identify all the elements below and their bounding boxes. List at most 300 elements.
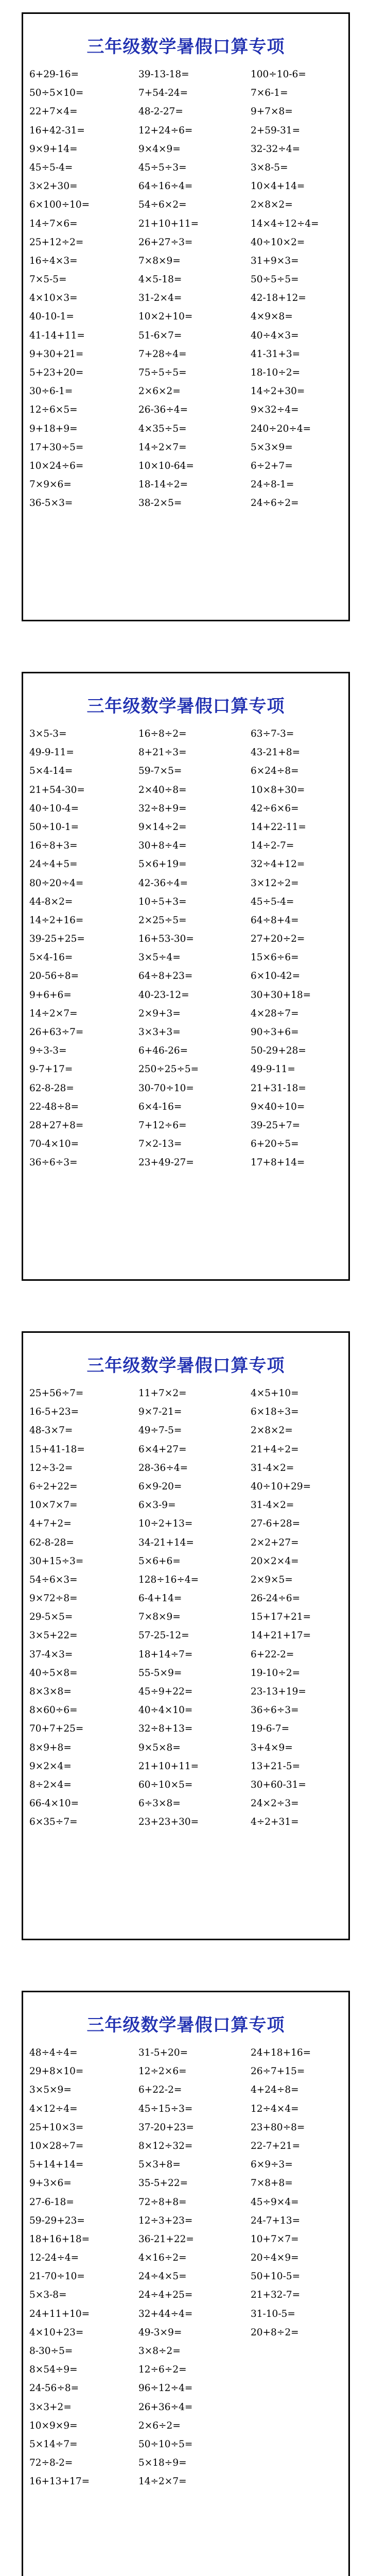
arithmetic-problem: 5×18÷9= [138,2458,187,2469]
arithmetic-problem: 12÷3+23= [138,2215,193,2226]
arithmetic-problem [251,2379,346,2398]
arithmetic-problem: 3×8-5= [251,162,288,173]
arithmetic-problem: 3×2+30= [29,181,78,192]
arithmetic-problem: 3×3+2= [29,2401,72,2413]
arithmetic-problem: 21+10+11= [138,1760,199,1772]
arithmetic-problem: 7+28÷4= [138,348,187,360]
arithmetic-problem: 42-36÷4= [138,877,188,889]
arithmetic-problem: 12÷6×5= [29,404,78,416]
arithmetic-problem: 2+59-31= [251,125,301,136]
arithmetic-problem: 14+21+17= [251,1630,311,1641]
arithmetic-problem: 27+20÷2= [251,934,305,945]
arithmetic-problem: 6×24÷8= [251,766,299,777]
arithmetic-problem: 4÷2+31= [251,1817,299,1828]
arithmetic-problem: 27-6-18= [29,2196,74,2208]
arithmetic-problem: 26-36÷4= [138,404,188,416]
arithmetic-problem: 9+3×6= [29,2178,72,2189]
worksheet-sheet [22,1331,350,1940]
arithmetic-problem: 6-4+14= [138,1593,182,1604]
arithmetic-problem: 23+49-27= [138,1157,194,1168]
arithmetic-problem: 4×10×3= [29,293,78,304]
arithmetic-problem: 16+53-30= [138,934,194,945]
arithmetic-problem: 8×54÷9= [29,2364,78,2376]
arithmetic-problem: 49-9-11= [251,1064,295,1075]
arithmetic-problem: 6+22-2= [138,2084,182,2096]
arithmetic-problem: 44-8×2= [29,896,73,907]
arithmetic-problem: 3×5+22= [29,1630,78,1641]
arithmetic-problem: 8-30÷5= [29,2346,73,2357]
arithmetic-problem: 12÷3-2= [29,1462,73,1473]
arithmetic-problem: 14÷2×7= [29,1008,78,1019]
arithmetic-problem: 9+6+6= [29,989,72,1001]
arithmetic-problem: 40-10-1= [29,311,74,323]
arithmetic-problem: 17+30÷5= [29,442,84,453]
arithmetic-problem: 30-70÷10= [138,1082,194,1094]
arithmetic-problem: 9×14÷2= [138,821,187,833]
arithmetic-problem: 40÷5×8= [29,1667,78,1679]
arithmetic-problem: 41-14+11= [29,330,85,341]
arithmetic-problem: 2×25÷5= [138,914,187,926]
arithmetic-problem: 50+10-5= [251,2271,301,2282]
arithmetic-problem [251,2435,346,2454]
arithmetic-problem: 26+63÷7= [29,1027,84,1038]
arithmetic-problem: 30+60-31= [251,1779,306,1790]
arithmetic-problem: 5×6+6= [138,1555,181,1567]
arithmetic-problem: 24÷4+5= [29,859,78,870]
arithmetic-problem: 39-25+7= [251,1120,301,1131]
arithmetic-problem: 31-4×2= [251,1500,294,1511]
arithmetic-problem: 7×8×9= [138,1612,181,1623]
worksheet-sheet [22,672,350,1281]
arithmetic-problem: 10÷2+13= [138,1518,193,1530]
arithmetic-problem: 45÷5÷3= [138,162,187,173]
arithmetic-problem: 45÷5-4= [29,162,73,173]
arithmetic-problem: 5×14÷7= [29,2438,78,2450]
arithmetic-problem: 18-10÷2= [251,367,301,378]
arithmetic-problem: 25+56÷7= [29,1388,84,1399]
arithmetic-problem: 16+13+17= [29,2476,90,2487]
arithmetic-problem: 7×6-1= [251,88,288,99]
arithmetic-problem: 7×8+8= [251,2178,293,2189]
arithmetic-problem: 19-10÷2= [251,1667,301,1679]
arithmetic-problem: 7×8×9= [138,255,181,266]
arithmetic-problem: 60÷10×5= [138,1779,193,1790]
arithmetic-problem: 4+24÷8= [251,2084,299,2096]
arithmetic-problem: 6×18÷3= [251,1406,299,1418]
arithmetic-problem: 10+7×7= [251,2233,299,2245]
worksheet-sheet [22,12,350,621]
arithmetic-problem: 9+7×8= [251,106,293,117]
arithmetic-problem: 15+17+21= [251,1612,311,1623]
arithmetic-problem: 6×9÷3= [251,2159,293,2171]
arithmetic-problem: 50÷10÷5= [138,2438,193,2450]
arithmetic-problem: 6×10-42= [251,971,301,982]
arithmetic-problem: 4×12÷4= [29,2103,78,2114]
arithmetic-problem: 51-6×7= [138,330,182,341]
arithmetic-problem: 6÷3×8= [138,1798,181,1809]
arithmetic-problem: 10×4+14= [251,181,305,192]
arithmetic-problem: 15×6÷6= [251,952,299,963]
arithmetic-problem: 50-29+28= [251,1045,306,1057]
arithmetic-problem: 21+32-7= [251,2290,301,2301]
arithmetic-problem: 62-8-28= [29,1082,74,1094]
arithmetic-problem: 49-9-11= [29,747,74,758]
arithmetic-problem: 6×35÷7= [29,1817,78,1828]
arithmetic-problem: 5×4-14= [29,766,73,777]
arithmetic-problem: 36÷6÷3= [29,1157,78,1168]
arithmetic-problem: 3×5-3= [29,728,67,739]
problem-grid [29,65,346,513]
problem-grid [29,1384,346,1832]
arithmetic-problem: 5×3-8= [29,2290,67,2301]
arithmetic-problem: 14÷2×7= [138,442,187,453]
arithmetic-problem: 20÷4×9= [251,2252,299,2264]
arithmetic-problem: 24-56÷8= [29,2383,79,2394]
arithmetic-problem: 3×12÷2= [251,877,299,889]
sheet-title: 三年级数学暑假口算专项 [86,2015,285,2036]
arithmetic-problem: 12-24÷4= [29,2252,79,2264]
arithmetic-problem: 36÷6÷3= [251,1705,299,1716]
arithmetic-problem: 31-2×4= [138,293,182,304]
arithmetic-problem: 49-3×9= [138,2327,182,2338]
arithmetic-problem: 45÷9×4= [251,2196,299,2208]
arithmetic-problem: 14÷2+30= [251,386,305,397]
arithmetic-problem: 45÷15÷3= [138,2103,193,2114]
arithmetic-problem: 21+4÷2= [251,1444,299,1455]
arithmetic-problem: 9×2×4= [29,1760,72,1772]
arithmetic-problem: 37-20+23= [138,2122,194,2133]
arithmetic-problem: 42-18+12= [251,293,306,304]
arithmetic-problem: 24÷4+25= [138,2290,193,2301]
arithmetic-problem: 26+36÷4= [138,2401,193,2413]
arithmetic-problem: 29+8×10= [29,2066,84,2077]
arithmetic-problem: 6+22-2= [251,1649,294,1660]
arithmetic-problem: 39-13-18= [138,69,189,80]
arithmetic-problem: 25+12÷2= [29,236,84,248]
arithmetic-problem: 100÷10-6= [251,69,306,80]
arithmetic-problem: 5×3+8= [138,2159,181,2171]
arithmetic-problem: 4×10+23= [29,2327,84,2338]
arithmetic-problem [251,2472,346,2491]
arithmetic-problem: 54÷6×2= [138,199,187,211]
arithmetic-problem: 26÷7+15= [251,2066,305,2077]
arithmetic-problem: 9×7-21= [138,1406,182,1418]
arithmetic-problem: 4×28÷7= [251,1008,299,1019]
arithmetic-problem: 9+30+21= [29,348,84,360]
arithmetic-problem: 31-5+20= [138,2047,188,2058]
arithmetic-problem: 5+14+14= [29,2159,84,2171]
arithmetic-problem: 49÷7-5= [138,1425,182,1436]
arithmetic-problem: 23-13+19= [251,1686,306,1697]
arithmetic-problem: 14+22-11= [251,821,306,833]
arithmetic-problem: 20×2×4= [251,1555,299,1567]
arithmetic-problem: 9×40÷10= [251,1101,305,1112]
arithmetic-problem [251,2454,346,2472]
arithmetic-problem: 22+7×4= [29,106,78,117]
arithmetic-problem: 18-14÷2= [138,479,188,490]
arithmetic-problem: 6+46-26= [138,1045,188,1057]
arithmetic-problem: 12÷6÷2= [138,2364,187,2376]
arithmetic-problem: 32÷4+12= [251,859,305,870]
arithmetic-problem: 7×9×6= [29,479,72,490]
arithmetic-problem: 5+23+20= [29,367,84,378]
arithmetic-problem: 7×2-13= [138,1139,182,1150]
arithmetic-problem: 59-29+23= [29,2215,85,2226]
arithmetic-problem: 6×100÷10= [29,199,90,211]
arithmetic-problem: 24×2÷3= [251,1798,299,1809]
arithmetic-problem: 8×12÷32= [138,2140,193,2151]
arithmetic-problem: 9×4×9= [138,143,181,155]
arithmetic-problem: 24-7+13= [251,2215,301,2226]
arithmetic-problem: 2×9×5= [251,1574,293,1585]
arithmetic-problem: 40÷10+29= [251,1481,311,1492]
arithmetic-problem: 75÷5÷5= [138,367,187,378]
arithmetic-problem: 21-70÷10= [29,2271,85,2282]
arithmetic-problem: 128÷16÷4= [138,1574,199,1585]
arithmetic-problem: 70+7+25= [29,1723,84,1735]
arithmetic-problem: 4×16÷2= [138,2252,187,2264]
arithmetic-problem: 250÷25÷5= [138,1064,199,1075]
arithmetic-problem: 14×4÷12÷4= [251,218,319,229]
arithmetic-problem: 23+80÷8= [251,2122,305,2133]
arithmetic-problem: 21+31-18= [251,1082,306,1094]
arithmetic-problem: 31-4×2= [251,1462,294,1473]
arithmetic-problem: 9×72÷8= [29,1593,78,1604]
arithmetic-problem: 2×2+27= [251,1537,299,1548]
arithmetic-problem: 36-21+22= [138,2233,194,2245]
arithmetic-problem: 50÷5÷5= [251,274,299,285]
arithmetic-problem: 10×24÷6= [29,460,84,471]
arithmetic-problem: 45÷5-4= [251,896,294,907]
arithmetic-problem: 4×5-18= [138,274,182,285]
arithmetic-problem: 14÷7×6= [29,218,78,229]
arithmetic-problem: 15+41-18= [29,1444,85,1455]
arithmetic-problem: 5×6+19= [138,859,187,870]
arithmetic-problem: 11+7×2= [138,1388,187,1399]
arithmetic-problem: 6×4+27= [138,1444,187,1455]
arithmetic-problem: 31+9×3= [251,255,299,266]
arithmetic-problem: 23+23+30= [138,1817,199,1828]
arithmetic-problem: 3×8÷2= [138,2346,181,2357]
arithmetic-problem: 2×8×2= [251,1425,293,1436]
arithmetic-problem: 59-7×5= [138,766,182,777]
arithmetic-problem: 3+4×9= [251,1742,293,1753]
arithmetic-problem: 6+29-16= [29,69,79,80]
arithmetic-problem: 32+44÷4= [138,2308,193,2319]
arithmetic-problem: 30+30+18= [251,989,311,1001]
arithmetic-problem: 19-6-7= [251,1723,290,1735]
arithmetic-problem: 6×3-9= [138,1500,176,1511]
arithmetic-problem: 39-25+25= [29,934,85,945]
arithmetic-problem: 10×7×7= [29,1500,78,1511]
arithmetic-problem: 72÷8-2= [29,2458,73,2469]
arithmetic-problem: 14÷2+16= [29,914,84,926]
arithmetic-problem: 25+10×3= [29,2122,84,2133]
arithmetic-problem: 6×4-16= [138,1101,182,1112]
arithmetic-problem: 64÷16÷4= [138,181,193,192]
sheet-title: 三年级数学暑假口算专项 [86,37,285,57]
arithmetic-problem: 64÷8+4= [251,914,299,926]
arithmetic-problem: 3×3+3= [138,1027,181,1038]
arithmetic-problem: 6÷2+22= [29,1481,78,1492]
arithmetic-problem: 35-5+22= [138,2178,188,2189]
arithmetic-problem: 48÷4÷4= [29,2047,78,2058]
worksheet-sheet [22,1991,350,2576]
arithmetic-problem: 9-7+17= [29,1064,73,1075]
arithmetic-problem: 240÷20÷4= [251,423,311,434]
arithmetic-problem: 26-24÷6= [251,1593,301,1604]
arithmetic-problem: 5×4-16= [29,952,73,963]
arithmetic-problem: 10×10-64= [138,460,194,471]
arithmetic-problem: 6÷2+7= [251,460,293,471]
arithmetic-problem: 2×8×2= [251,199,293,211]
arithmetic-problem: 40÷4×10= [138,1705,193,1716]
arithmetic-problem: 30+15÷3= [29,1555,84,1567]
arithmetic-problem: 8+21÷3= [138,747,187,758]
problem-grid [29,2044,346,2492]
arithmetic-problem: 6+20÷5= [251,1139,299,1150]
arithmetic-problem: 8÷2×4= [29,1779,72,1790]
arithmetic-problem: 16+42-31= [29,125,85,136]
arithmetic-problem: 40-23-12= [138,989,189,1001]
arithmetic-problem: 2×40÷8= [138,784,187,795]
arithmetic-problem: 3×5×9= [29,2084,72,2096]
arithmetic-problem: 32÷8+9= [138,803,187,814]
arithmetic-problem: 22-7+21= [251,2140,301,2151]
arithmetic-problem: 16÷4×3= [29,255,78,266]
arithmetic-problem: 21+10+11= [138,218,199,229]
arithmetic-problem: 24÷6÷2= [251,498,299,509]
arithmetic-problem: 16÷8÷2= [138,728,187,739]
arithmetic-problem: 48-2-27= [138,106,183,117]
arithmetic-problem: 16÷8+3= [29,840,78,852]
arithmetic-problem: 8×60÷6= [29,1705,78,1716]
arithmetic-problem: 4×5+10= [251,1388,299,1399]
arithmetic-problem [251,2342,346,2361]
arithmetic-problem: 31-10-5= [251,2308,295,2319]
arithmetic-problem: 10×2+10= [138,311,193,323]
arithmetic-problem: 4×9×8= [251,311,293,323]
arithmetic-problem: 50÷10-1= [29,821,79,833]
arithmetic-problem: 70-4×10= [29,1139,79,1150]
arithmetic-problem: 8×9+8= [29,1742,72,1753]
arithmetic-problem: 36-5×3= [29,498,73,509]
arithmetic-problem: 10×9×9= [29,2420,78,2431]
arithmetic-problem: 40÷10×2= [251,236,305,248]
arithmetic-problem: 10÷5+3= [138,896,187,907]
arithmetic-problem: 20+8÷2= [251,2327,299,2338]
arithmetic-problem: 24÷4×5= [138,2271,187,2282]
arithmetic-problem: 24+18+16= [251,2047,311,2058]
arithmetic-problem: 17+8+14= [251,1157,305,1168]
arithmetic-problem: 9÷3-3= [29,1045,67,1057]
sheet-title: 三年级数学暑假口算专项 [86,696,285,717]
arithmetic-problem: 57-25-12= [138,1630,189,1641]
arithmetic-problem: 13+21-5= [251,1760,301,1772]
arithmetic-problem: 66-4×10= [29,1798,79,1809]
arithmetic-problem: 24÷8-1= [251,479,294,490]
arithmetic-problem [251,2417,346,2435]
arithmetic-problem: 30+8÷4= [138,840,187,852]
arithmetic-problem: 3×5÷4= [138,952,181,963]
arithmetic-problem: 62-8-28= [29,1537,74,1548]
arithmetic-problem: 4+7+2= [29,1518,72,1530]
arithmetic-problem: 42÷6×6= [251,803,299,814]
arithmetic-problem: 64÷8+23= [138,971,193,982]
arithmetic-problem: 2×6÷2= [138,2420,181,2431]
arithmetic-problem: 12+24÷6= [138,125,193,136]
problem-grid [29,725,346,1173]
arithmetic-problem: 20-56÷8= [29,971,79,982]
arithmetic-problem: 18+14÷7= [138,1649,193,1660]
arithmetic-problem: 96÷12÷4= [138,2383,193,2394]
arithmetic-problem: 6×9-20= [138,1481,182,1492]
arithmetic-problem: 55-5×9= [138,1667,182,1679]
arithmetic-problem: 10×28÷7= [29,2140,84,2151]
arithmetic-problem: 41-31+3= [251,348,301,360]
arithmetic-problem: 16-5+23= [29,1406,79,1418]
arithmetic-problem: 27-6+28= [251,1518,301,1530]
arithmetic-problem: 30÷6-1= [29,386,73,397]
arithmetic-problem: 28-36÷4= [138,1462,188,1473]
arithmetic-problem: 72÷8+8= [138,2196,187,2208]
arithmetic-problem: 9×9+14= [29,143,78,155]
arithmetic-problem: 38-2×5= [138,498,182,509]
arithmetic-problem: 80÷20÷4= [29,877,84,889]
arithmetic-problem: 32÷8+13= [138,1723,193,1735]
arithmetic-problem: 21+54-30= [29,784,85,795]
arithmetic-problem: 18+16+18= [29,2233,90,2245]
arithmetic-problem: 45÷9+22= [138,1686,193,1697]
arithmetic-problem [251,2398,346,2417]
arithmetic-problem: 4×35÷5= [138,423,187,434]
arithmetic-problem: 8×3×8= [29,1686,72,1697]
arithmetic-problem: 9+18+9= [29,423,78,434]
arithmetic-problem: 34-21+14= [138,1537,194,1548]
arithmetic-problem: 29-5×5= [29,1612,73,1623]
arithmetic-problem: 90÷3+6= [251,1027,299,1038]
arithmetic-problem: 5×3×9= [251,442,293,453]
arithmetic-problem: 9×5×8= [138,1742,181,1753]
arithmetic-problem: 7+54-24= [138,88,188,99]
arithmetic-problem: 48-3×7= [29,1425,73,1436]
arithmetic-problem: 37-4×3= [29,1649,73,1660]
arithmetic-problem [251,2361,346,2379]
arithmetic-problem: 12÷4×4= [251,2103,299,2114]
arithmetic-problem: 7+12÷6= [138,1120,187,1131]
arithmetic-problem: 14÷2×7= [138,2476,187,2487]
arithmetic-problem: 2×9+3= [138,1008,181,1019]
arithmetic-problem: 40÷10-4= [29,803,79,814]
arithmetic-problem: 63÷7-3= [251,728,294,739]
arithmetic-problem: 9×32÷4= [251,404,299,416]
arithmetic-problem: 12÷2×6= [138,2066,187,2077]
arithmetic-problem: 14÷2-7= [251,840,294,852]
arithmetic-problem: 28+27+8= [29,1120,84,1131]
arithmetic-problem: 50÷5×10= [29,88,84,99]
arithmetic-problem: 43-21+8= [251,747,301,758]
arithmetic-problem: 7×5-5= [29,274,67,285]
arithmetic-problem: 54÷6×3= [29,1574,78,1585]
arithmetic-problem: 22-48÷8= [29,1101,79,1112]
sheet-title: 三年级数学暑假口算专项 [86,1355,285,1376]
arithmetic-problem: 24+11+10= [29,2308,90,2319]
arithmetic-problem: 2×6×2= [138,386,181,397]
arithmetic-problem: 32-32÷4= [251,143,301,155]
arithmetic-problem: 10×8+30= [251,784,305,795]
arithmetic-problem: 26+27÷3= [138,236,193,248]
arithmetic-problem: 40÷4×3= [251,330,299,341]
